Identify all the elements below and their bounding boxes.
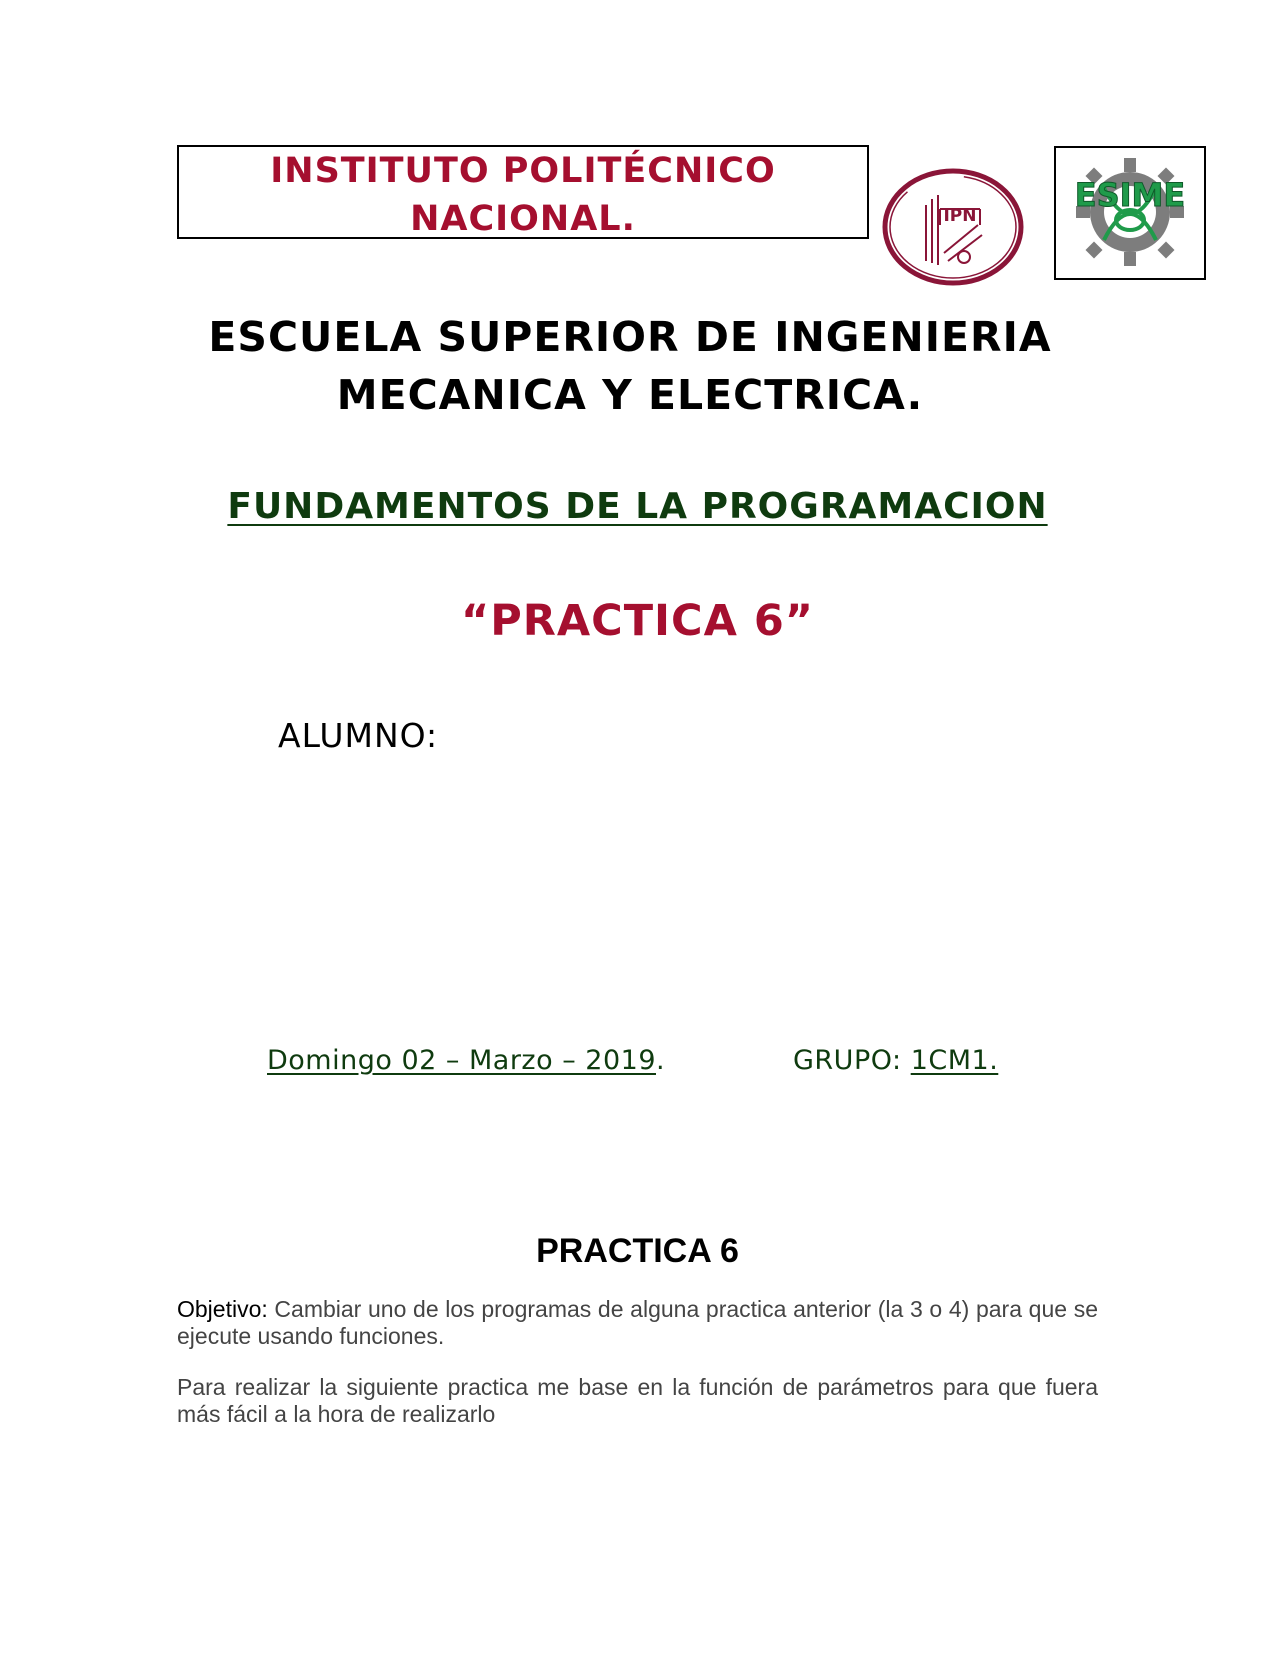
objective-text: Cambiar uno de los programas de alguna practica anterior (la 3 o 4) para que se ejecute usando funciones. bbox=[177, 1296, 1098, 1349]
institute-name-line1: INSTITUTO POLITÉCNICO bbox=[270, 151, 776, 191]
institute-name-box bbox=[177, 145, 869, 239]
school-name bbox=[150, 308, 1110, 424]
date bbox=[267, 1045, 665, 1076]
group-label: GRUPO: bbox=[793, 1045, 911, 1076]
school-name-line2: MECANICA Y ELECTRICA. bbox=[336, 371, 924, 419]
ipn-logo bbox=[878, 165, 1028, 290]
ipn-logo-text: IPN bbox=[943, 206, 977, 226]
description-paragraph: Para realizar la siguiente practica me base en la función de parámetros para que fuera más fácil a la hora de realizarlo bbox=[177, 1374, 1098, 1427]
date-suffix: . bbox=[656, 1045, 666, 1076]
course-title-text: FUNDAMENTOS DE LA PROGRAMACION bbox=[227, 486, 1048, 527]
group bbox=[793, 1045, 998, 1076]
course-title bbox=[150, 486, 1125, 527]
practice-title: “PRACTICA 6” bbox=[460, 596, 815, 646]
objective-label: Objetivo: bbox=[177, 1296, 268, 1322]
group-value: 1CM1. bbox=[910, 1045, 999, 1076]
date-text: Domingo 02 – Marzo – 2019 bbox=[267, 1045, 656, 1076]
section-title: PRACTICA 6 bbox=[536, 1232, 739, 1270]
objective-paragraph bbox=[177, 1296, 1098, 1350]
esime-logo bbox=[1054, 146, 1206, 280]
esime-logo-text: ESIME bbox=[1074, 176, 1186, 214]
school-name-line1: ESCUELA SUPERIOR DE INGENIERIA bbox=[208, 313, 1052, 361]
student-label: ALUMNO: bbox=[278, 716, 439, 755]
institute-name-line2: NACIONAL. bbox=[410, 199, 636, 239]
